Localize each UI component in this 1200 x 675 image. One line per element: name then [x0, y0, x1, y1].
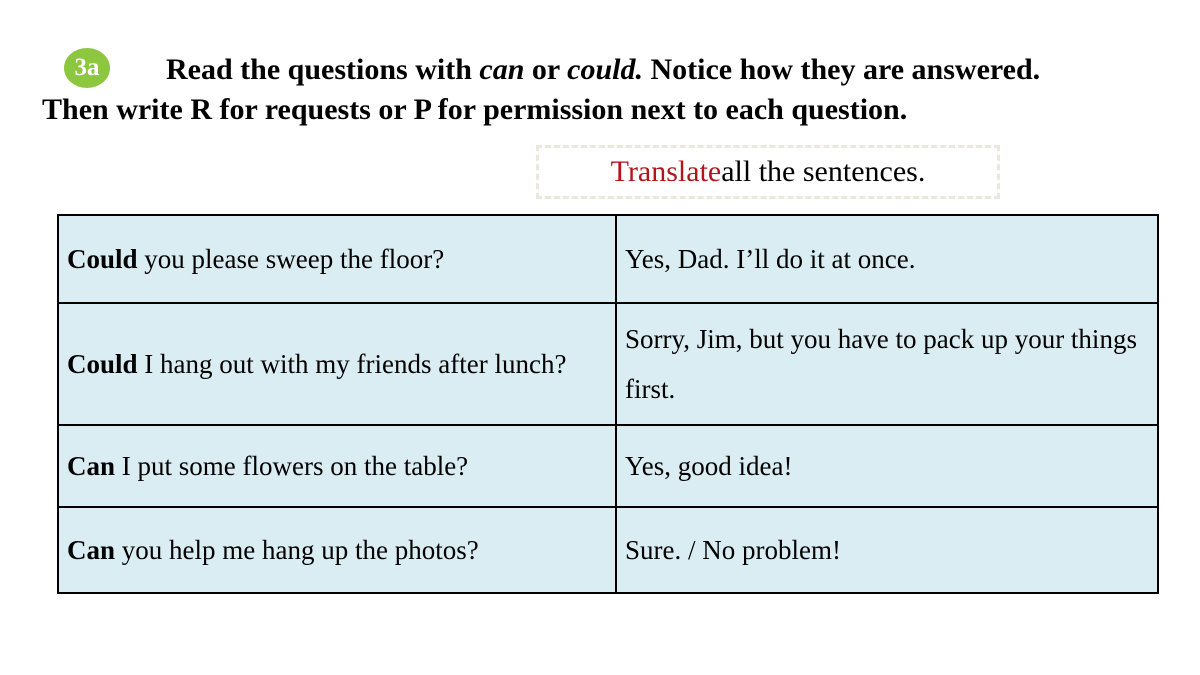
question-modal: Could	[67, 349, 138, 379]
question-text: you please sweep the floor?	[137, 244, 445, 274]
instruction-italic-can: can	[479, 53, 525, 86]
question-modal: Can	[67, 535, 116, 565]
table-row	[58, 425, 1158, 507]
question-cell	[58, 425, 616, 507]
question-cell	[58, 215, 616, 303]
question-cell	[58, 507, 616, 593]
answer-cell: Yes, Dad. I’ll do it at once.	[616, 215, 1158, 303]
question-text: you help me hang up the photos?	[115, 535, 479, 565]
question-text: I hang out with my friends after lunch?	[137, 349, 567, 379]
instruction-line-2: Then write R for requests or P for permission next to each question.	[42, 93, 908, 126]
answer-cell: Sure. / No problem!	[616, 507, 1158, 593]
instruction-text: Read the questions with	[166, 53, 480, 86]
instruction-text: or	[524, 53, 568, 86]
question-modal: Could	[67, 244, 138, 274]
question-text: I put some flowers on the table?	[115, 451, 469, 481]
translate-highlight: Translate	[610, 155, 722, 188]
translate-rest: all the sentences.	[721, 155, 926, 188]
table-row	[58, 507, 1158, 593]
translate-prompt-box	[536, 145, 1000, 199]
table-row	[58, 303, 1158, 425]
qa-table	[57, 214, 1159, 594]
exercise-badge: 3a	[64, 48, 110, 88]
table-row	[58, 215, 1158, 303]
instruction-line-1	[166, 55, 1040, 85]
instruction-text: Notice how they are answered.	[643, 53, 1041, 86]
instruction-italic-could: could.	[567, 53, 643, 86]
answer-cell: Sorry, Jim, but you have to pack up your things first.	[616, 303, 1158, 425]
question-cell	[58, 303, 616, 425]
answer-cell: Yes, good idea!	[616, 425, 1158, 507]
question-modal: Can	[67, 451, 116, 481]
